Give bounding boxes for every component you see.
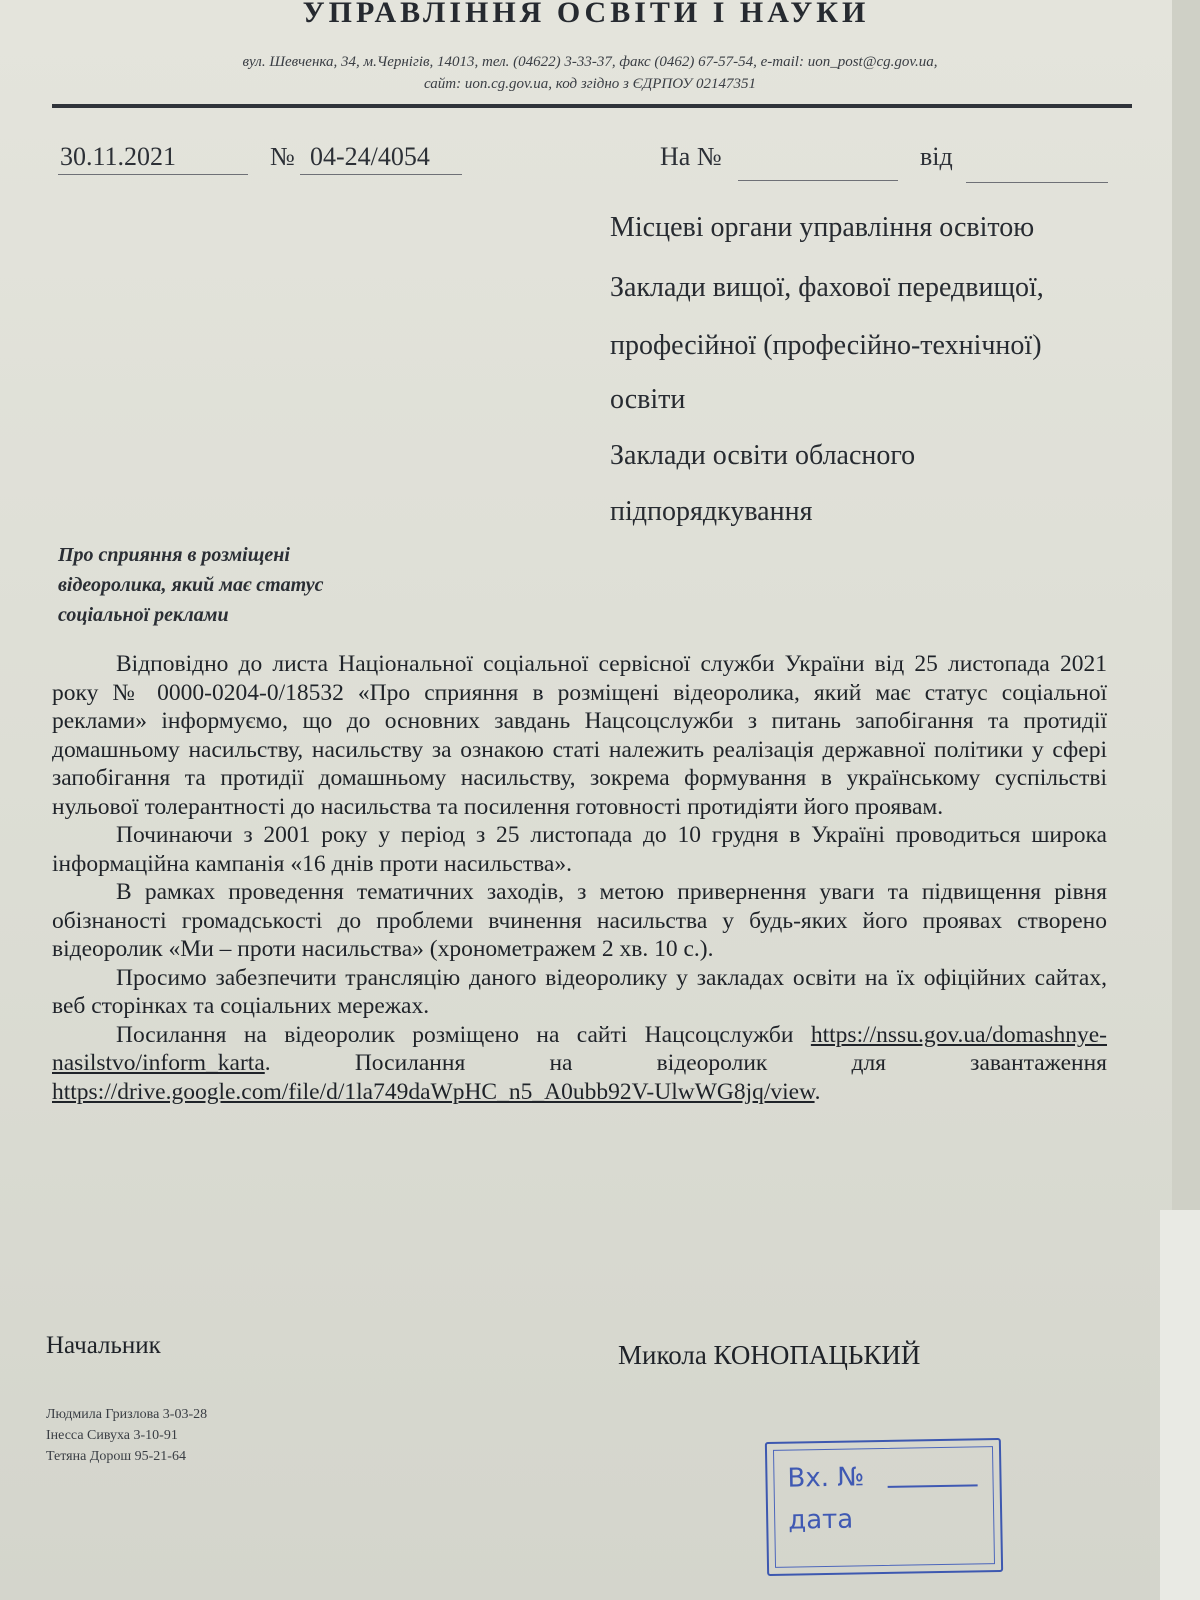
nssu-site-link[interactable]: https://nssu.gov.ua/domashnye-nasilstvo/inform_karta — [52, 1021, 1107, 1076]
addressee-line: Заклади вищої, фахової передвищої, — [610, 272, 1044, 303]
contacts-block — [46, 1404, 207, 1467]
paragraph-2: Починаючи з 2001 року у період з 25 листопада до 10 грудня в Україні проводиться широка інформаційна кампанія «16 днів проти насильства». — [52, 822, 1107, 877]
paragraph-5 — [52, 1021, 1107, 1107]
address-line-1: вул. Шевченка, 34, м.Чернігів, 14013, тел. (04622) 3-33-37, факс (0462) 67-57-54, e-mail: uon_post@cg.gov.ua, — [242, 54, 938, 70]
address-line-2: сайт: uon.cg.gov.ua, код згідно з ЄДРПОУ 02147351 — [423, 76, 756, 92]
reply-date-blank — [966, 182, 1108, 183]
signatory-name: Микола КОНОПАЦЬКИЙ — [618, 1340, 921, 1370]
outgoing-date: 30.11.2021 — [60, 142, 177, 171]
subject-line: соціальної реклами — [58, 604, 229, 626]
incoming-stamp — [765, 1438, 1003, 1576]
paragraph-5-middle: . Посилання на відеоролик для завантаження — [264, 1050, 1107, 1076]
letter-body — [52, 650, 1107, 1106]
number-label: № — [270, 142, 295, 171]
date-underline — [58, 174, 248, 175]
video-download-link[interactable]: https://drive.google.com/file/d/1la749daWpHC_n5_A0ubb92V-UlwWG8jq/view — [52, 1078, 815, 1105]
contact-line: Інесса Сивуха 3-10-91 — [46, 1428, 178, 1443]
subject-block — [58, 540, 458, 630]
addressee-line: професійної (професійно-технічної) — [610, 330, 1042, 361]
subject-line: відеоролика, який має статус — [58, 574, 324, 596]
subject-line: Про сприяння в розміщені — [58, 544, 290, 566]
paragraph-3: В рамках проведення тематичних заходів, з метою привернення уваги та підвищення рівня обізнаності громадськості до проблеми вчинення насильства у будь-яких його проявах створено відеоролик «Ми – проти насильства» (хронометражем 2 хв. 10 с.). — [52, 879, 1107, 962]
addressee-line: освіти — [610, 384, 686, 415]
addressee-line: Місцеві органи управління освітою — [610, 212, 1035, 243]
contact-line: Людмила Гризлова 3-03-28 — [46, 1407, 208, 1422]
addressee-line: підпорядкування — [610, 496, 813, 527]
paragraph-5-start: Посилання на відеоролик розміщено на сайті Нацсоцслужби — [116, 1021, 794, 1048]
number-underline — [300, 174, 462, 175]
header-rule — [52, 104, 1132, 108]
ministry-title: УПРАВЛІННЯ ОСВІТИ І НАУКИ — [302, 0, 870, 29]
paragraph-4: Просимо забезпечити трансляцію даного відеоролику у закладах освіти на їх офіційних сайтах, веб сторінках та соціальних мережах. — [52, 964, 1107, 1019]
reply-to-label: На № — [660, 142, 722, 171]
paragraph-5-end: . — [814, 1078, 821, 1105]
addressee-line: Заклади освіти обласного — [610, 440, 916, 471]
stamp-date: дата — [787, 1504, 854, 1536]
stamp-incoming-number: Вх. № — [787, 1462, 865, 1494]
paragraph-1: Відповідно до листа Національної соціальної сервісної служби України від 25 листопада 2021 року № 0000-0204-0/18532 «Про сприяння в розміщені відеоролика, який має статус соціальної реклами» інформуємо, що до основних завдань Нацсоцслужби з питань запобігання та протидії домашньому насильству, насильству за ознакою статі належить реалізація державної політики у сфері запобігання та протидії домашньому насильству, зокрема формування в українському суспільстві нульової толерантності до насильства та посилення готовності протидіяти його проявам. — [52, 651, 1107, 820]
reply-number-blank — [738, 180, 898, 181]
underlying-sheet-edge — [1160, 1210, 1200, 1600]
signatory-title: Начальник — [46, 1332, 161, 1359]
from-label: від — [920, 142, 953, 171]
outgoing-number: 04-24/4054 — [310, 142, 430, 171]
contact-line: Тетяна Дорош 95-21-64 — [46, 1449, 186, 1464]
